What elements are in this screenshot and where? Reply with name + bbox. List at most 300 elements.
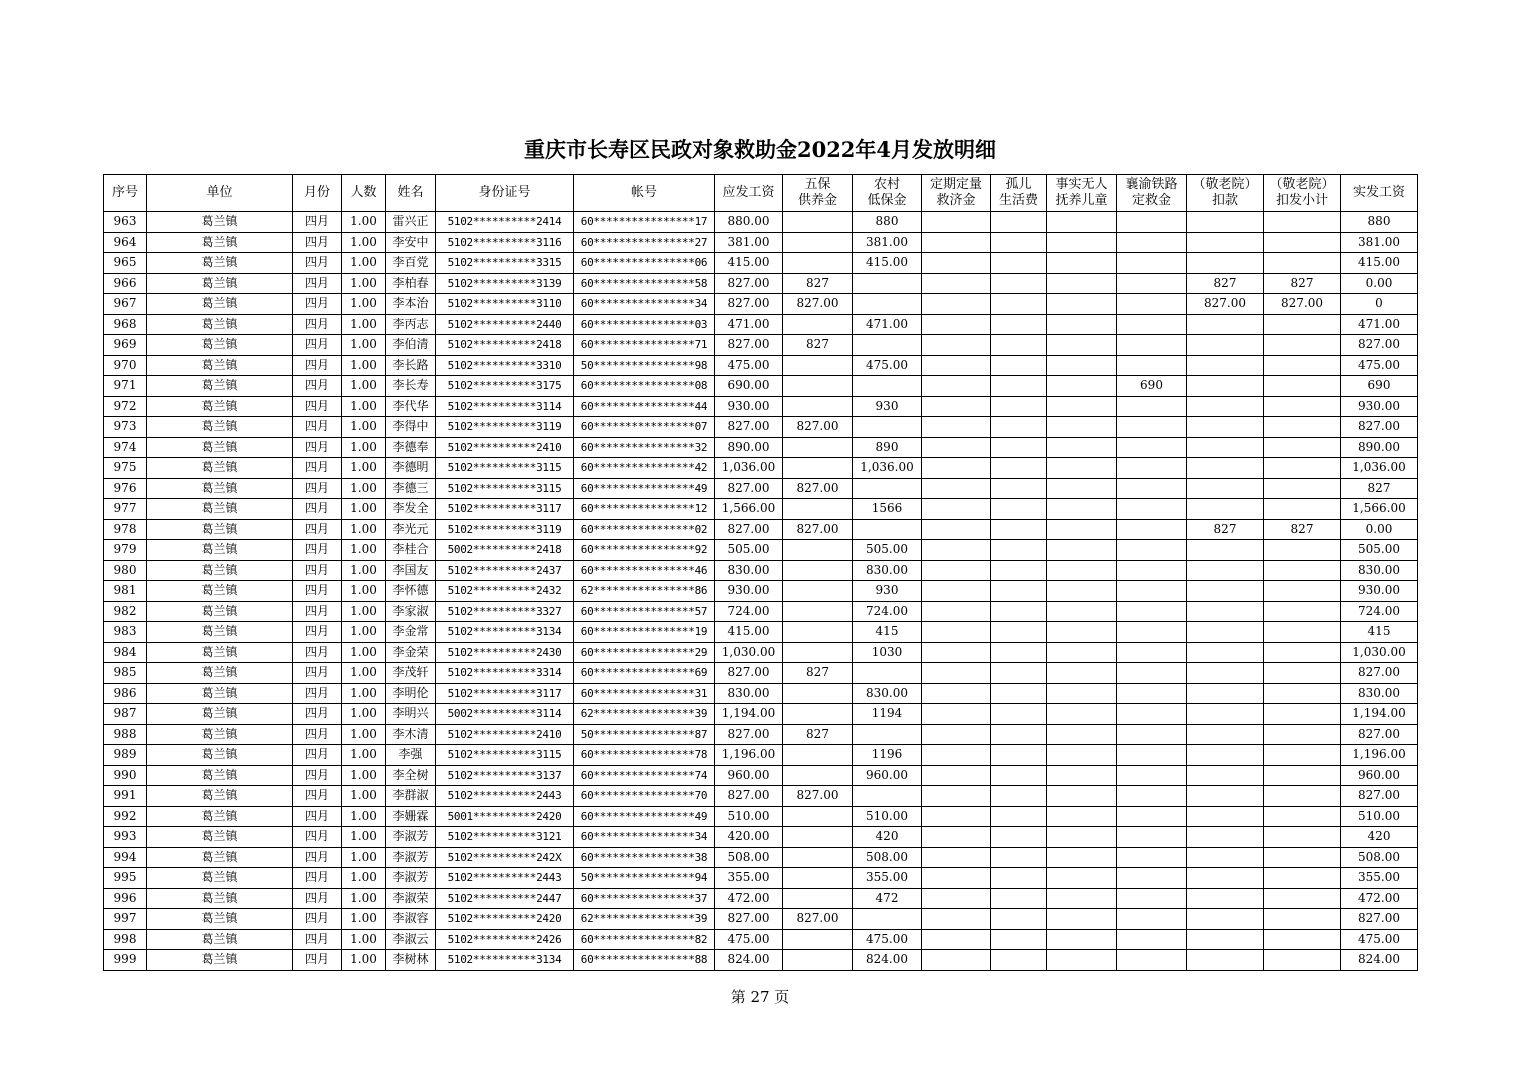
table-cell bbox=[1264, 581, 1341, 602]
table-cell bbox=[1187, 745, 1264, 766]
table-cell: 830.00 bbox=[853, 560, 922, 581]
table-cell: 葛兰镇 bbox=[147, 478, 293, 499]
table-cell: 62****************39 bbox=[574, 909, 715, 930]
table-cell: 四月 bbox=[293, 868, 342, 889]
column-header: 姓名 bbox=[386, 175, 436, 212]
table-cell: 四月 bbox=[293, 314, 342, 335]
table-cell: 475.00 bbox=[1341, 929, 1418, 950]
table-cell: 880 bbox=[1341, 212, 1418, 233]
table-cell bbox=[783, 622, 853, 643]
table-cell bbox=[783, 868, 853, 889]
table-cell: 1.00 bbox=[342, 765, 386, 786]
table-cell bbox=[1047, 437, 1117, 458]
table-cell bbox=[1047, 704, 1117, 725]
table-cell: 1,036.00 bbox=[1341, 458, 1418, 479]
table-header-row bbox=[104, 175, 1418, 212]
table-cell bbox=[1117, 806, 1187, 827]
table-cell bbox=[1264, 355, 1341, 376]
table-cell bbox=[922, 888, 991, 909]
table-cell: 1196 bbox=[853, 745, 922, 766]
table-cell: 葛兰镇 bbox=[147, 642, 293, 663]
table-cell bbox=[922, 212, 991, 233]
table-cell bbox=[783, 847, 853, 868]
table-cell: 510.00 bbox=[1341, 806, 1418, 827]
table-cell: 990 bbox=[104, 765, 147, 786]
table-cell: 葛兰镇 bbox=[147, 929, 293, 950]
table-cell: 1.00 bbox=[342, 786, 386, 807]
table-cell bbox=[1117, 253, 1187, 274]
table-cell bbox=[1047, 868, 1117, 889]
table-cell: 827.00 bbox=[783, 294, 853, 315]
table-cell bbox=[1117, 314, 1187, 335]
table-cell: 葛兰镇 bbox=[147, 417, 293, 438]
table-cell bbox=[1264, 253, 1341, 274]
table-cell: 四月 bbox=[293, 519, 342, 540]
table-cell bbox=[1187, 642, 1264, 663]
table-cell: 李金常 bbox=[386, 622, 436, 643]
table-cell bbox=[1117, 827, 1187, 848]
table-cell bbox=[1187, 355, 1264, 376]
table-cell: 1,566.00 bbox=[715, 499, 783, 520]
table-cell: 1030 bbox=[853, 642, 922, 663]
table-cell: 四月 bbox=[293, 786, 342, 807]
table-cell: 1.00 bbox=[342, 827, 386, 848]
table-cell: 980 bbox=[104, 560, 147, 581]
table-cell: 李群淑 bbox=[386, 786, 436, 807]
table-cell bbox=[853, 294, 922, 315]
table-cell: 李长寿 bbox=[386, 376, 436, 397]
table-cell bbox=[922, 560, 991, 581]
table-cell: 824.00 bbox=[853, 950, 922, 971]
table-cell bbox=[853, 786, 922, 807]
table-cell bbox=[783, 560, 853, 581]
table-cell bbox=[853, 519, 922, 540]
table-row bbox=[104, 601, 1418, 622]
table-cell bbox=[783, 458, 853, 479]
table-cell: 60****************71 bbox=[574, 335, 715, 356]
table-cell bbox=[783, 806, 853, 827]
table-cell: 四月 bbox=[293, 929, 342, 950]
table-cell: 5102**********3110 bbox=[436, 294, 574, 315]
table-row bbox=[104, 376, 1418, 397]
table-cell bbox=[783, 745, 853, 766]
table-cell: 724.00 bbox=[1341, 601, 1418, 622]
table-cell bbox=[1187, 314, 1264, 335]
table-cell: 5102**********3134 bbox=[436, 950, 574, 971]
table-cell: 471.00 bbox=[1341, 314, 1418, 335]
table-cell: 827.00 bbox=[1341, 786, 1418, 807]
table-cell bbox=[1117, 396, 1187, 417]
table-cell: 969 bbox=[104, 335, 147, 356]
table-cell bbox=[922, 478, 991, 499]
table-body bbox=[104, 212, 1418, 971]
table-cell: 李明兴 bbox=[386, 704, 436, 725]
column-header: 身份证号 bbox=[436, 175, 574, 212]
table-cell: 1,036.00 bbox=[853, 458, 922, 479]
page-number: 第 27 页 bbox=[730, 988, 790, 1006]
table-cell bbox=[1187, 683, 1264, 704]
table-cell bbox=[1117, 929, 1187, 950]
table-cell: 5102**********3119 bbox=[436, 417, 574, 438]
table-cell bbox=[922, 950, 991, 971]
table-cell bbox=[1047, 806, 1117, 827]
table-cell: 60****************74 bbox=[574, 765, 715, 786]
table-cell: 992 bbox=[104, 806, 147, 827]
table-cell: 1,194.00 bbox=[715, 704, 783, 725]
table-cell bbox=[991, 212, 1047, 233]
table-row bbox=[104, 683, 1418, 704]
table-cell: 968 bbox=[104, 314, 147, 335]
table-cell: 1.00 bbox=[342, 581, 386, 602]
table-cell: 1.00 bbox=[342, 273, 386, 294]
table-cell bbox=[1117, 519, 1187, 540]
table-cell: 葛兰镇 bbox=[147, 294, 293, 315]
table-cell: 1.00 bbox=[342, 253, 386, 274]
table-cell: 995 bbox=[104, 868, 147, 889]
table-cell bbox=[1264, 314, 1341, 335]
table-cell bbox=[991, 519, 1047, 540]
table-cell: 827.00 bbox=[1341, 663, 1418, 684]
table-cell: 四月 bbox=[293, 663, 342, 684]
table-cell: 葛兰镇 bbox=[147, 683, 293, 704]
table-cell: 1.00 bbox=[342, 560, 386, 581]
table-cell: 60****************02 bbox=[574, 519, 715, 540]
table-cell: 724.00 bbox=[715, 601, 783, 622]
table-cell: 974 bbox=[104, 437, 147, 458]
table-cell: 355.00 bbox=[715, 868, 783, 889]
table-cell: 李怀德 bbox=[386, 581, 436, 602]
table-cell: 984 bbox=[104, 642, 147, 663]
table-cell: 60****************42 bbox=[574, 458, 715, 479]
table-cell: 葛兰镇 bbox=[147, 888, 293, 909]
table-cell: 葛兰镇 bbox=[147, 622, 293, 643]
table-cell: 827.00 bbox=[783, 519, 853, 540]
table-cell: 四月 bbox=[293, 909, 342, 930]
table-cell bbox=[1047, 765, 1117, 786]
table-cell: 827.00 bbox=[1341, 909, 1418, 930]
table-cell bbox=[1187, 376, 1264, 397]
table-cell: 四月 bbox=[293, 478, 342, 499]
table-cell: 葛兰镇 bbox=[147, 335, 293, 356]
table-cell bbox=[991, 868, 1047, 889]
table-cell: 827.00 bbox=[1341, 417, 1418, 438]
table-cell: 四月 bbox=[293, 540, 342, 561]
table-cell: 827.00 bbox=[715, 478, 783, 499]
table-row bbox=[104, 314, 1418, 335]
table-cell: 60****************46 bbox=[574, 560, 715, 581]
table-cell: 李淑云 bbox=[386, 929, 436, 950]
table-cell bbox=[1187, 560, 1264, 581]
table-cell bbox=[991, 273, 1047, 294]
table-cell: 葛兰镇 bbox=[147, 868, 293, 889]
table-row bbox=[104, 335, 1418, 356]
table-row bbox=[104, 786, 1418, 807]
table-cell: 60****************12 bbox=[574, 499, 715, 520]
table-cell bbox=[922, 458, 991, 479]
table-cell: 724.00 bbox=[853, 601, 922, 622]
table-cell bbox=[783, 314, 853, 335]
table-cell bbox=[1047, 950, 1117, 971]
table-cell: 李树林 bbox=[386, 950, 436, 971]
table-cell: 983 bbox=[104, 622, 147, 643]
table-cell: 420.00 bbox=[715, 827, 783, 848]
table-cell: 60****************27 bbox=[574, 232, 715, 253]
table-cell: 0 bbox=[1341, 294, 1418, 315]
table-cell bbox=[1187, 499, 1264, 520]
table-cell bbox=[922, 827, 991, 848]
table-cell bbox=[922, 786, 991, 807]
table-cell bbox=[1047, 232, 1117, 253]
table-cell: 510.00 bbox=[715, 806, 783, 827]
table-cell bbox=[1047, 314, 1117, 335]
table-cell: 963 bbox=[104, 212, 147, 233]
table-cell bbox=[783, 888, 853, 909]
table-cell: 827.00 bbox=[715, 786, 783, 807]
table-cell bbox=[1117, 601, 1187, 622]
relief-fund-table bbox=[103, 174, 1418, 971]
table-cell: 1.00 bbox=[342, 704, 386, 725]
table-cell: 824.00 bbox=[1341, 950, 1418, 971]
table-cell bbox=[1117, 294, 1187, 315]
table-cell: 472.00 bbox=[1341, 888, 1418, 909]
table-cell: 1.00 bbox=[342, 806, 386, 827]
table-cell bbox=[1047, 253, 1117, 274]
table-cell bbox=[1117, 232, 1187, 253]
table-cell: 1.00 bbox=[342, 478, 386, 499]
table-cell bbox=[1264, 847, 1341, 868]
table-cell: 葛兰镇 bbox=[147, 601, 293, 622]
table-cell: 1.00 bbox=[342, 294, 386, 315]
table-cell bbox=[922, 806, 991, 827]
table-cell: 四月 bbox=[293, 294, 342, 315]
table-cell: 62****************86 bbox=[574, 581, 715, 602]
table-cell: 971 bbox=[104, 376, 147, 397]
table-cell: 420 bbox=[1341, 827, 1418, 848]
table-cell bbox=[1047, 724, 1117, 745]
table-cell: 5102**********3115 bbox=[436, 745, 574, 766]
table-cell bbox=[783, 540, 853, 561]
table-cell bbox=[1047, 212, 1117, 233]
table-cell: 李代华 bbox=[386, 396, 436, 417]
table-row bbox=[104, 581, 1418, 602]
table-cell: 1194 bbox=[853, 704, 922, 725]
table-cell bbox=[991, 376, 1047, 397]
table-row bbox=[104, 294, 1418, 315]
table-cell bbox=[1264, 499, 1341, 520]
table-cell bbox=[1264, 417, 1341, 438]
table-cell bbox=[922, 540, 991, 561]
table-cell bbox=[1047, 458, 1117, 479]
table-row bbox=[104, 950, 1418, 971]
table-cell: 830.00 bbox=[853, 683, 922, 704]
table-cell bbox=[783, 212, 853, 233]
table-cell: 987 bbox=[104, 704, 147, 725]
table-cell bbox=[1187, 581, 1264, 602]
table-cell: 1,036.00 bbox=[715, 458, 783, 479]
table-row bbox=[104, 622, 1418, 643]
table-cell bbox=[922, 355, 991, 376]
table-cell: 60****************03 bbox=[574, 314, 715, 335]
table-cell: 827 bbox=[783, 335, 853, 356]
table-cell bbox=[1047, 745, 1117, 766]
table-cell bbox=[991, 622, 1047, 643]
table-cell bbox=[783, 232, 853, 253]
table-cell: 60****************58 bbox=[574, 273, 715, 294]
table-cell bbox=[1264, 909, 1341, 930]
table-cell bbox=[991, 663, 1047, 684]
table-cell: 葛兰镇 bbox=[147, 560, 293, 581]
table-cell: 5102**********3121 bbox=[436, 827, 574, 848]
table-cell: 60****************38 bbox=[574, 847, 715, 868]
table-cell bbox=[783, 437, 853, 458]
table-row bbox=[104, 458, 1418, 479]
table-cell: 1.00 bbox=[342, 437, 386, 458]
table-cell bbox=[991, 335, 1047, 356]
table-cell bbox=[1264, 888, 1341, 909]
table-cell: 890.00 bbox=[1341, 437, 1418, 458]
table-cell: 1.00 bbox=[342, 724, 386, 745]
table-cell bbox=[1187, 663, 1264, 684]
table-cell bbox=[1187, 929, 1264, 950]
table-cell: 1.00 bbox=[342, 683, 386, 704]
table-cell: 976 bbox=[104, 478, 147, 499]
table-cell bbox=[1047, 827, 1117, 848]
table-cell bbox=[1047, 786, 1117, 807]
table-cell: 葛兰镇 bbox=[147, 745, 293, 766]
column-header: 应发工资 bbox=[715, 175, 783, 212]
table-row bbox=[104, 540, 1418, 561]
table-cell bbox=[922, 909, 991, 930]
table-cell: 5102**********3134 bbox=[436, 622, 574, 643]
table-cell bbox=[1047, 888, 1117, 909]
table-cell: 5102**********3115 bbox=[436, 458, 574, 479]
table-cell: 827.00 bbox=[715, 663, 783, 684]
table-cell: 965 bbox=[104, 253, 147, 274]
table-cell: 880 bbox=[853, 212, 922, 233]
table-cell bbox=[991, 642, 1047, 663]
table-cell: 994 bbox=[104, 847, 147, 868]
table-cell bbox=[991, 929, 1047, 950]
table-cell: 472.00 bbox=[715, 888, 783, 909]
table-cell: 999 bbox=[104, 950, 147, 971]
table-cell: 996 bbox=[104, 888, 147, 909]
table-cell: 827.00 bbox=[715, 519, 783, 540]
table-cell: 508.00 bbox=[715, 847, 783, 868]
table-cell: 李丙志 bbox=[386, 314, 436, 335]
table-cell: 982 bbox=[104, 601, 147, 622]
table-cell: 985 bbox=[104, 663, 147, 684]
table-cell: 5102**********3310 bbox=[436, 355, 574, 376]
table-cell bbox=[1047, 376, 1117, 397]
table-cell bbox=[1187, 806, 1264, 827]
table-cell: 5102**********2437 bbox=[436, 560, 574, 581]
table-cell: 827.00 bbox=[783, 786, 853, 807]
table-cell: 827.00 bbox=[783, 478, 853, 499]
table-cell: 60****************82 bbox=[574, 929, 715, 950]
table-cell: 977 bbox=[104, 499, 147, 520]
table-cell: 60****************17 bbox=[574, 212, 715, 233]
table-cell: 827.00 bbox=[715, 335, 783, 356]
table-cell bbox=[991, 909, 1047, 930]
table-cell: 880.00 bbox=[715, 212, 783, 233]
table-cell: 505.00 bbox=[715, 540, 783, 561]
table-cell: 李德奉 bbox=[386, 437, 436, 458]
table-cell bbox=[1187, 868, 1264, 889]
table-cell bbox=[783, 396, 853, 417]
table-cell: 966 bbox=[104, 273, 147, 294]
table-cell: 827.00 bbox=[715, 724, 783, 745]
table-cell bbox=[991, 888, 1047, 909]
table-cell: 60****************69 bbox=[574, 663, 715, 684]
table-cell: 四月 bbox=[293, 806, 342, 827]
table-cell: 5102**********3315 bbox=[436, 253, 574, 274]
table-row bbox=[104, 745, 1418, 766]
table-cell bbox=[922, 253, 991, 274]
table-cell: 973 bbox=[104, 417, 147, 438]
table-cell bbox=[853, 335, 922, 356]
table-cell: 930 bbox=[853, 396, 922, 417]
table-cell: 李发全 bbox=[386, 499, 436, 520]
table-cell: 葛兰镇 bbox=[147, 950, 293, 971]
table-cell bbox=[1187, 212, 1264, 233]
table-cell bbox=[783, 683, 853, 704]
table-cell bbox=[783, 929, 853, 950]
table-cell: 李本治 bbox=[386, 294, 436, 315]
table-cell bbox=[922, 745, 991, 766]
table-cell bbox=[922, 868, 991, 889]
table-cell bbox=[1117, 847, 1187, 868]
table-cell: 988 bbox=[104, 724, 147, 745]
table-cell: 60****************19 bbox=[574, 622, 715, 643]
table-cell: 5002**********3114 bbox=[436, 704, 574, 725]
table-cell bbox=[991, 806, 1047, 827]
table-cell: 四月 bbox=[293, 396, 342, 417]
table-cell: 960.00 bbox=[715, 765, 783, 786]
table-cell bbox=[1187, 847, 1264, 868]
table-cell: 505.00 bbox=[853, 540, 922, 561]
table-cell bbox=[922, 642, 991, 663]
table-cell: 四月 bbox=[293, 232, 342, 253]
table-cell: 60****************37 bbox=[574, 888, 715, 909]
table-cell: 1.00 bbox=[342, 663, 386, 684]
table-cell bbox=[991, 601, 1047, 622]
table-cell bbox=[991, 560, 1047, 581]
table-cell: 508.00 bbox=[1341, 847, 1418, 868]
table-cell bbox=[1117, 458, 1187, 479]
table-cell bbox=[1047, 273, 1117, 294]
table-cell bbox=[922, 273, 991, 294]
table-cell bbox=[991, 417, 1047, 438]
table-cell: 50****************94 bbox=[574, 868, 715, 889]
table-cell bbox=[1117, 642, 1187, 663]
table-cell: 415 bbox=[1341, 622, 1418, 643]
table-cell: 李全树 bbox=[386, 765, 436, 786]
table-cell: 四月 bbox=[293, 335, 342, 356]
table-cell bbox=[1264, 335, 1341, 356]
table-cell: 5102**********2426 bbox=[436, 929, 574, 950]
table-cell bbox=[1117, 417, 1187, 438]
table-cell: 5102**********3137 bbox=[436, 765, 574, 786]
table-cell bbox=[1047, 540, 1117, 561]
table-row bbox=[104, 273, 1418, 294]
table-cell: 5102**********2432 bbox=[436, 581, 574, 602]
table-cell bbox=[1117, 663, 1187, 684]
table-cell bbox=[1187, 253, 1264, 274]
table-cell: 5102**********3314 bbox=[436, 663, 574, 684]
table-cell: 472 bbox=[853, 888, 922, 909]
table-cell: 420 bbox=[853, 827, 922, 848]
table-cell bbox=[1187, 786, 1264, 807]
